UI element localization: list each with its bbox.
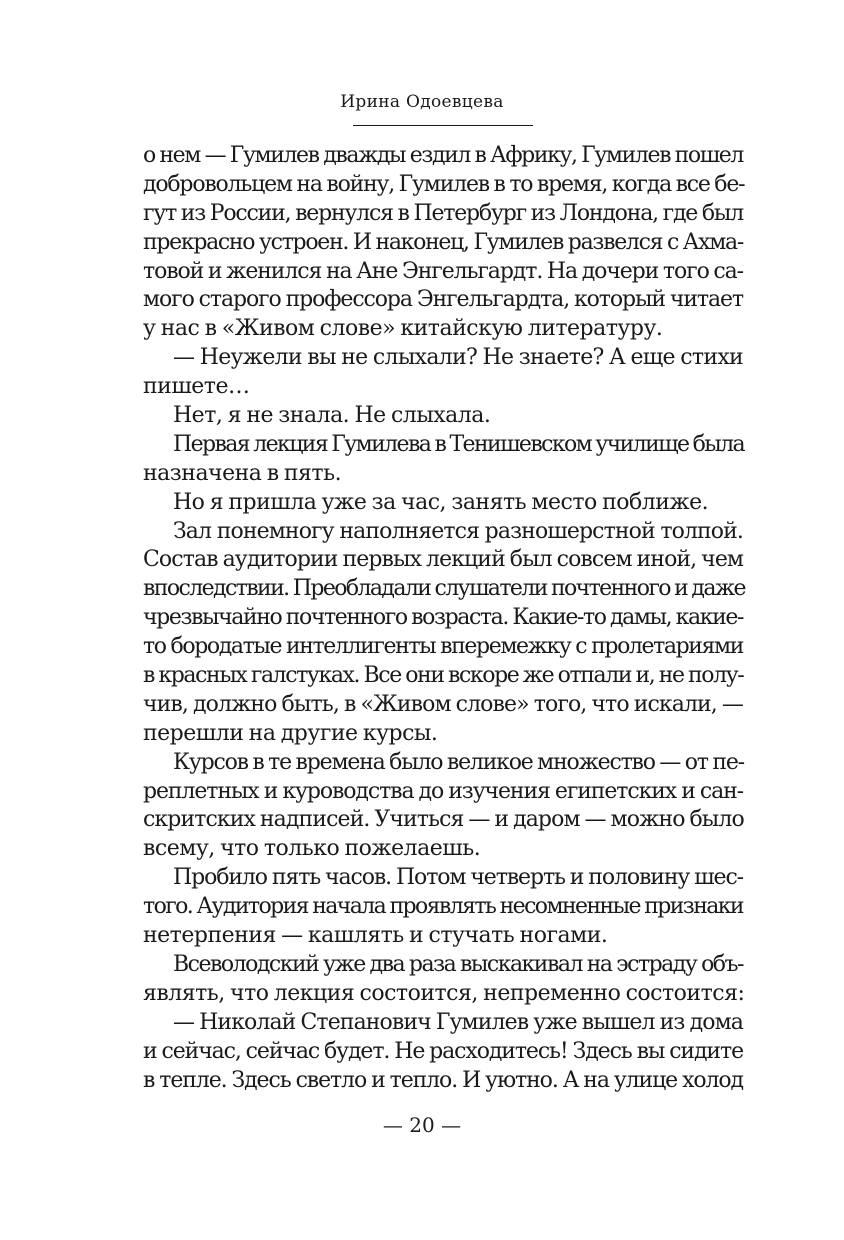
text-line: — Неужели вы не слыхали? Не знаете? А еще стихи <box>173 345 743 371</box>
header-rule <box>353 125 533 126</box>
page-number: — 20 — <box>382 1113 462 1137</box>
text-line: и сейчас, сейчас будет. Не расходитесь! Здесь вы сидите <box>143 1038 743 1064</box>
text-line: реплетных и куроводства до изучения египетских и сан- <box>143 778 743 804</box>
text-line: прекрасно устроен. И наконец, Гумилев развелся с Ахма- <box>143 229 743 255</box>
text-line: Зал понемногу наполняется разношерстной толпой. <box>173 518 743 544</box>
text-line: назначена в пять. <box>143 460 342 486</box>
text-line: Всеволодский уже два раза выскакивал на эстраду объ- <box>173 951 743 977</box>
running-head-author: Ирина Одоевцева <box>340 92 504 112</box>
text-line: в тепле. Здесь светло и тепло. И уютно. А на улице холод <box>143 1067 743 1093</box>
text-line: являть, что лекция состоится, непременно состоится: <box>143 980 745 1006</box>
text-line: чив, должно быть, в «Живом слове» того, что искали, — <box>143 691 743 717</box>
text-line: — Николай Степанович Гумилев уже вышел из дома <box>173 1009 743 1035</box>
text-line: у нас в «Живом слове» китайскую литературу. <box>143 316 663 342</box>
text-line: перешли на другие курсы. <box>143 720 438 746</box>
text-line: нетерпения — кашлять и стучать ногами. <box>143 923 608 949</box>
text-line: Курсов в те времена было великое множество — от пе- <box>173 749 744 775</box>
text-line: мого старого профессора Энгельгардта, который читает <box>143 287 743 313</box>
text-line: Первая лекция Гумилева в Тенишевском училище была <box>173 431 745 457</box>
text-line: Нет, я не знала. Не слыхала. <box>173 403 491 429</box>
body-text <box>143 142 743 1095</box>
text-line: Состав аудитории первых лекций был совсем иной, чем <box>143 547 744 573</box>
text-line: товой и женился на Ане Энгельгардт. На дочери того са- <box>143 258 743 284</box>
text-line: всему, что только пожелаешь. <box>143 836 481 862</box>
text-line: в красных галстуках. Все они вскоре же отпали и, не полу- <box>143 663 744 689</box>
text-line: то бородатые интеллигенты вперемежку с пролетариями <box>143 634 743 660</box>
text-line: гут из России, вернулся в Петербург из Лондона, где был <box>143 200 743 226</box>
text-line: о нем — Гумилев дважды ездил в Африку, Гумилев пошел <box>143 143 743 168</box>
text-line: впоследствии. Преобладали слушатели почтенного и даже <box>143 576 745 602</box>
text-line: того. Аудитория начала проявлять несомненные признаки <box>143 894 743 920</box>
text-line: скритских надписей. Учиться — и даром — можно было <box>143 807 744 833</box>
text-line: чрезвычайно почтенного возраста. Какие-то дамы, какие- <box>143 605 743 631</box>
text-line: Пробило пять часов. Потом четверть и половину шес- <box>173 865 743 891</box>
text-line: пишете… <box>143 374 250 400</box>
text-line: Но я пришла уже за час, занять место поближе. <box>173 489 709 515</box>
text-line: добровольцем на войну, Гумилев в то время, когда все бе- <box>143 171 745 197</box>
